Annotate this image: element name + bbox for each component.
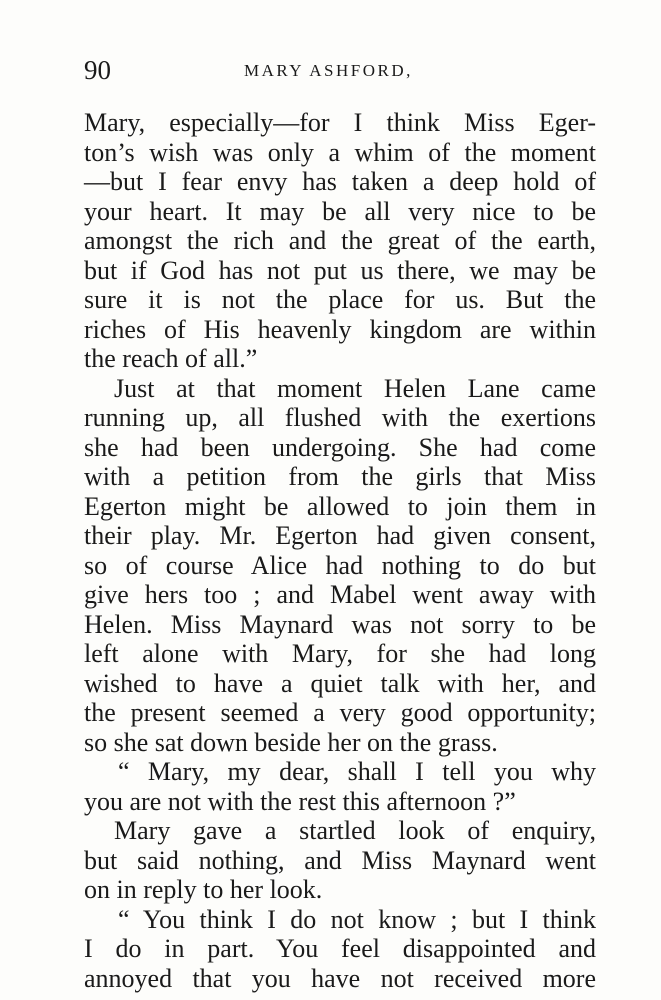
text-line: so she sat down beside her on the grass. (84, 727, 498, 757)
text-line: but said nothing, and Miss Maynard went (84, 845, 596, 875)
text-line: Mary gave a startled look of enquiry, (114, 816, 596, 845)
text-line: running up, all flushed with the exertions (84, 403, 596, 432)
text-line: your heart. It may be all very nice to be (84, 196, 596, 226)
text-line: annoyed that you have not received more (84, 963, 596, 993)
page-number: 90 (84, 55, 111, 85)
text-line: with a petition from the girls that Miss (84, 462, 596, 491)
text-line: —but I fear envy has taken a deep hold of (84, 167, 596, 196)
text-line: left alone with Mary, for she had long (84, 639, 596, 668)
body-text (84, 108, 596, 993)
text-line: Helen. Miss Maynard was not sorry to be (84, 609, 596, 639)
running-title: MARY ASHFORD, (244, 61, 413, 80)
page-header (84, 52, 596, 88)
text-line: Just at that moment Helen Lane came (114, 373, 596, 403)
text-line: she had been undergoing. She had come (84, 432, 596, 462)
text-line: their play. Mr. Egerton had given consent, (84, 521, 596, 550)
text-line: you are not with the rest this afternoon ?” (84, 786, 516, 816)
text-line: so of course Alice had nothing to do but (84, 550, 596, 580)
text-line: I do in part. You feel disappointed and (84, 934, 596, 963)
text-line: wished to have a quiet talk with her, and (84, 668, 596, 698)
text-line: ton’s wish was only a whim of the moment (84, 137, 596, 167)
text-line: the present seemed a very good opportunity; (84, 698, 596, 727)
text-line: “ Mary, my dear, shall I tell you why (118, 757, 596, 786)
text-line: amongst the rich and the great of the earth, (84, 226, 596, 255)
text-line: Egerton might be allowed to join them in (84, 491, 596, 521)
text-line: on in reply to her look. (84, 875, 323, 904)
text-line: but if God has not put us there, we may be (84, 255, 596, 285)
text-line: give hers too ; and Mabel went away with (84, 580, 596, 609)
text-line: sure it is not the place for us. But the (84, 285, 596, 314)
text-line: Mary, especially—for I think Miss Eger- (84, 108, 596, 137)
text-line: the reach of all.” (84, 344, 258, 373)
text-line: riches of His heavenly kingdom are within (84, 314, 596, 344)
text-line: “ You think I do not know ; but I think (118, 904, 596, 934)
